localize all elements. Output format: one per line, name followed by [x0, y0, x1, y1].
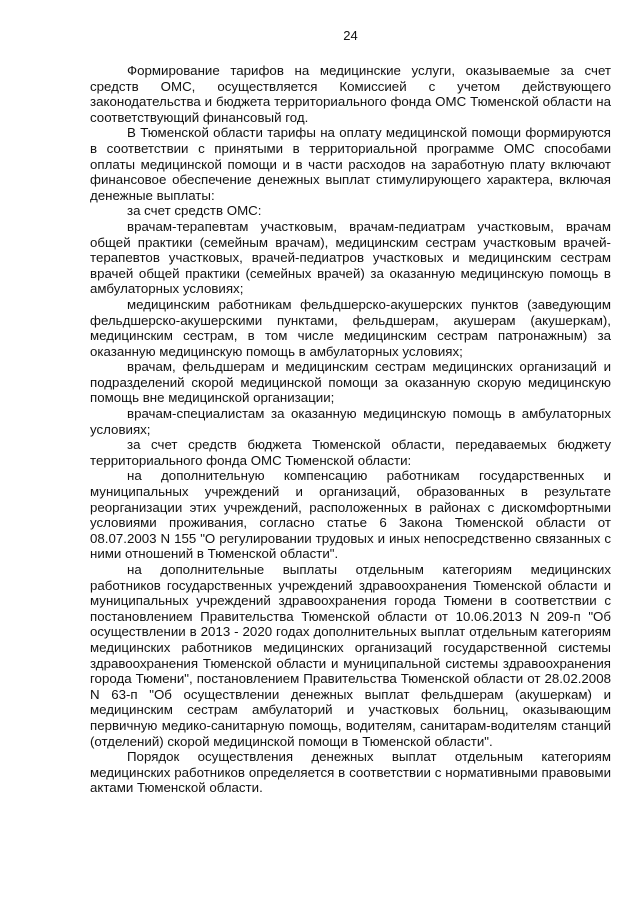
page-number: 24: [343, 28, 358, 43]
document-body: [90, 63, 611, 796]
paragraph-additional-compensation: на дополнительную компенсацию работникам государственных и муниципальных учреждений и организаций, образованных в результате реорганизации этих учреждений, расположенных в районах с дискомфортными условиями проживания, согласно статье 6 Закона Тюменской области от 08.07.2003 N 155 "О регулировании трудовых и иных непосредственно связанных с ними отношений в Тюменской области".: [90, 468, 611, 562]
paragraph-regional-budget: за счет средств бюджета Тюменской области, передаваемых бюджету территориального фонда ОМС Тюменской области:: [90, 437, 611, 468]
paragraph-district-doctors: врачам-терапевтам участковым, врачам-педиатрам участковым, врачам общей практики (семейным врачам), медицинским сестрам участковым врачей-терапевтов участковых, врачей-педиатров участковых и медицинским сестрам врачей общей практики (семейных врачей) за оказанную медицинскую помощь в амбулаторных условиях;: [90, 218, 611, 297]
paragraph-oms-funds: за счет средств ОМС:: [127, 203, 262, 219]
paragraph-tariff-formation: Формирование тарифов на медицинские услуги, оказываемые за счет средств ОМС, осуществляется Комиссией с учетом действующего законодательства и бюджета территориального фонда ОМС Тюменской области на соответствующий финансовый год.: [90, 63, 611, 125]
paragraph-ambulance-staff: врачам, фельдшерам и медицинским сестрам медицинских организаций и подразделений скорой медицинской помощи за оказанную скорую медицинскую помощь вне медицинской организации;: [90, 359, 611, 406]
paragraph-additional-payments: на дополнительные выплаты отдельным категориям медицинских работников государственных учреждений здравоохранения Тюменской области и муниципальных учреждений здравоохранения города Тюмени в соответствии с постановлением Правительства Тюменской области от 10.06.2013 N 209-п "Об осуществлении в 2013 - 2020 годах дополнительных выплат отдельным категориям медицинских работников медицинских организаций государственной системы здравоохранения Тюменской области и муниципальной системы здравоохранения города Тюмени", постановлением Правительства Тюменской области от 28.02.2008 N 63-п "Об осуществлении денежных выплат фельдшерам (акушеркам) и медицинским сестрам амбулаторий и участковых больниц, оказывающим первичную медико-санитарную помощь, водителям, санитарам-водителям станций (отделений) скорой медицинской помощи в Тюменской области".: [90, 562, 611, 749]
paragraph-fap-workers: медицинским работникам фельдшерско-акушерских пунктов (заведующим фельдшерско-акушерскими пунктами, фельдшерам, акушерам (акушеркам), медицинским сестрам, в том числе медицинским сестрам патронажным) за оказанную медицинскую помощь в амбулаторных условиях;: [90, 296, 611, 359]
paragraph-payment-procedure: Порядок осуществления денежных выплат отдельным категориям медицинских работников определяется в соответствии с нормативными правовыми актами Тюменской области.: [90, 749, 611, 796]
paragraph-specialists: врачам-специалистам за оказанную медицинскую помощь в амбулаторных условиях;: [90, 406, 611, 437]
paragraph-tariffs-payment: В Тюменской области тарифы на оплату медицинской помощи формируются в соответствии с принятыми в территориальной программе ОМС способами оплаты медицинской помощи и в части расходов на заработную плату включают финансовое обеспечение денежных выплат стимулирующего характера, включая денежные выплаты:: [90, 125, 611, 203]
